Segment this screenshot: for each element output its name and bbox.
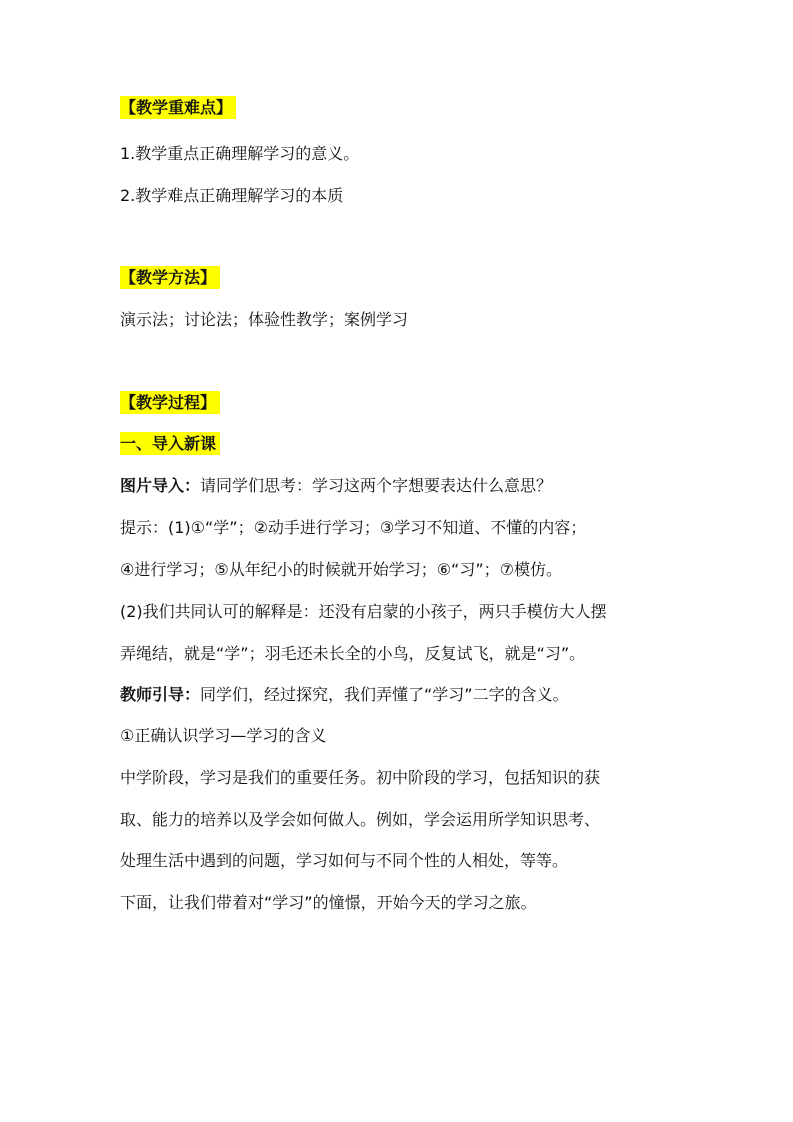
- hint-line-4: 弄绳结，就是“学”；羽毛还未长全的小鸟，反复试飞，就是“习”。: [120, 644, 586, 663]
- key-points-heading: 【教学重难点】: [120, 96, 236, 119]
- paragraph-line-1: 中学阶段，学习是我们的重要任务。初中阶段的学习，包括知识的获: [120, 768, 601, 787]
- hint-line-2: ④进行学习；⑤从年纪小的时候就开始学习；⑥“习”；⑦模仿。: [120, 560, 562, 579]
- closing-line: 下面，让我们带着对“学习”的憧憬，开始今天的学习之旅。: [120, 893, 537, 912]
- methods-heading: 【教学方法】: [120, 266, 220, 289]
- picture-intro-line: [120, 475, 552, 497]
- hint-line-3: (2)我们共同认可的解释是：还没有启蒙的小孩子，两只手模仿大人摆: [120, 602, 607, 621]
- picture-intro-label: 图片导入：: [120, 476, 201, 495]
- process-heading: 【教学过程】: [120, 391, 220, 414]
- teacher-guidance-text: 同学们，经过探究，我们弄懂了“学习”二字的含义。: [200, 685, 569, 704]
- methods-heading-line: [120, 267, 220, 289]
- point-one: ①正确认识学习—学习的含义: [120, 726, 327, 745]
- key-point-item: 1.教学重点正确理解学习的意义。: [120, 144, 360, 163]
- hint-line-1: 提示：(1)①“学”；②动手进行学习；③学习不知道、不懂的内容；: [120, 518, 587, 537]
- key-points-heading-line: [120, 97, 236, 119]
- picture-intro-text: 请同学们思考：学习这两个字想要表达什么意思？: [200, 476, 553, 495]
- teacher-guidance-label: 教师引导：: [120, 685, 201, 704]
- methods-text: 演示法；讨论法；体验性教学；案例学习: [120, 310, 409, 329]
- intro-subheading: 一、导入新课: [120, 432, 220, 455]
- paragraph-line-2: 取、能力的培养以及学会如何做人。例如，学会运用所学知识思考、: [120, 810, 601, 829]
- paragraph-line-3: 处理生活中遇到的问题，学习如何与不同个性的人相处，等等。: [120, 851, 569, 870]
- difficult-point-item: 2.教学难点正确理解学习的本质: [120, 186, 344, 205]
- process-heading-line: [120, 392, 220, 414]
- teacher-guidance-line: [120, 684, 569, 706]
- intro-subheading-line: [120, 433, 220, 455]
